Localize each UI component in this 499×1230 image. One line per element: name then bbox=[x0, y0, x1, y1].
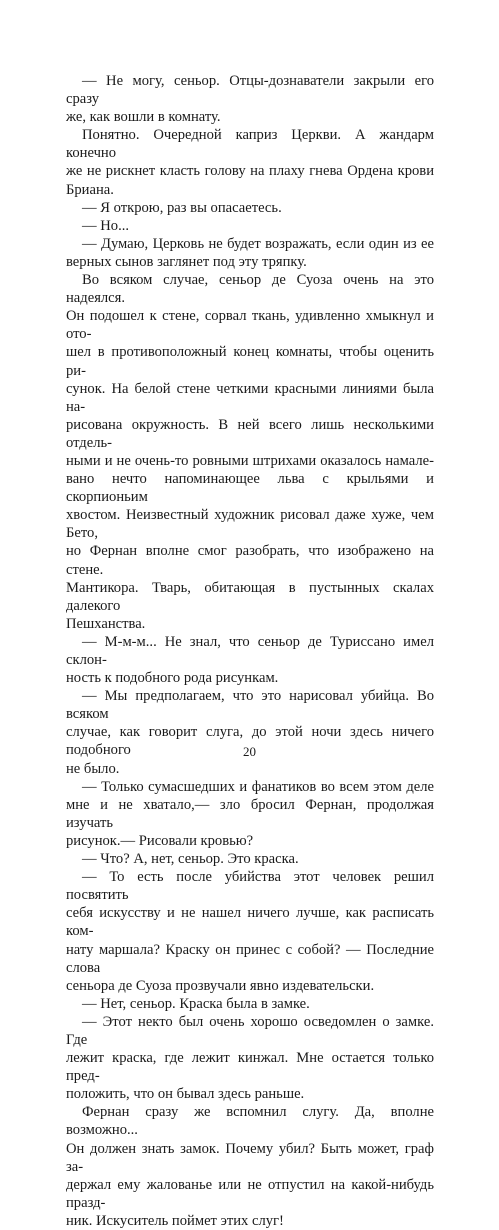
text-line: Фернан сразу же вспомнил слугу. Да, вполне возможно... bbox=[66, 1104, 434, 1139]
text-line: рисунок.— Рисовали кровью? bbox=[66, 832, 254, 849]
text-line: мне и не хватало,— зло бросил Фернан, продолжая изучать bbox=[66, 796, 434, 831]
paragraph bbox=[66, 778, 434, 850]
paragraph bbox=[66, 235, 434, 271]
text-line: — Только сумасшедших и фанатиков во всем этом деле bbox=[82, 778, 434, 795]
text-line: вано нечто напоминающее льва с крыльями и скорпионьим bbox=[66, 471, 434, 506]
text-line: хвостом. Неизвестный художник рисовал даже хуже, чем Бето, bbox=[66, 507, 434, 542]
paragraph bbox=[66, 995, 434, 1013]
text-line: же не рискнет класть голову на плаху гнева Ордена крови bbox=[66, 163, 434, 180]
text-line: лежит краска, где лежит кинжал. Мне остается только пред- bbox=[66, 1050, 434, 1085]
text-line: шел в противоположный конец комнаты, чтобы оценить ри- bbox=[66, 344, 434, 379]
text-line: Бриана. bbox=[66, 181, 114, 198]
paragraph bbox=[66, 850, 434, 868]
text-line: случае, как говорит слуга, до этой ночи здесь ничего подобного bbox=[66, 724, 434, 759]
text-line: но Фернан вполне смог разобрать, что изображено на стене. bbox=[66, 543, 434, 578]
text-line: Он подошел к стене, сорвал ткань, удивленно хмыкнул и ото- bbox=[66, 308, 434, 343]
text-line: Пешханства. bbox=[66, 615, 146, 632]
text-line: — Что? А, нет, сеньор. Это краска. bbox=[82, 851, 299, 868]
text-line: сеньора де Суоза прозвучали явно издевательски. bbox=[66, 977, 375, 994]
text-line: рисована окружность. В ней всего лишь несколькими отдель- bbox=[66, 416, 434, 451]
text-line: — Но... bbox=[82, 217, 130, 234]
text-line: нату маршала? Краску он принес с собой? — Последние слова bbox=[66, 941, 434, 976]
paragraph bbox=[66, 687, 434, 777]
text-line: положить, что он бывал здесь раньше. bbox=[66, 1086, 305, 1103]
paragraph bbox=[66, 1013, 434, 1103]
text-line: — Мы предполагаем, что это нарисовал убийца. Во всяком bbox=[66, 688, 434, 723]
paragraph bbox=[66, 72, 434, 126]
text-line: Во всяком случае, сеньор де Суоза очень на это надеялся. bbox=[66, 272, 434, 307]
paragraph bbox=[66, 271, 434, 633]
paragraph bbox=[66, 868, 434, 995]
paragraph bbox=[66, 126, 434, 198]
text-column bbox=[66, 72, 434, 1230]
text-line: — То есть после убийства этот человек решил посвятить bbox=[66, 869, 434, 904]
text-line: — М-м-м... Не знал, что сеньор де Туриссано имел склон- bbox=[66, 633, 434, 668]
text-line: Понятно. Очередной каприз Церкви. А жандарм конечно bbox=[66, 127, 434, 162]
paragraph bbox=[66, 633, 434, 687]
paragraph bbox=[66, 217, 434, 235]
text-line: же, как вошли в комнату. bbox=[66, 109, 221, 126]
text-line: ность к подобного рода рисункам. bbox=[66, 670, 279, 687]
paragraph bbox=[66, 199, 434, 217]
page-number: 20 bbox=[243, 744, 256, 759]
text-line: Мантикора. Тварь, обитающая в пустынных скалах далекого bbox=[66, 579, 434, 614]
text-line: ными и не очень-то ровными штрихами оказалось намале- bbox=[66, 452, 434, 469]
text-line: — Этот некто был очень хорошо осведомлен о замке. Где bbox=[66, 1013, 434, 1048]
text-line: не было. bbox=[66, 760, 120, 777]
text-line: верных сынов заглянет под эту тряпку. bbox=[66, 253, 307, 270]
text-line: — Не могу, сеньор. Отцы-дознаватели закрыли его сразу bbox=[66, 73, 434, 108]
text-line: себя искусству и не нашел ничего лучше, как расписать ком- bbox=[66, 905, 434, 940]
text-line: — Нет, сеньор. Краска была в замке. bbox=[82, 995, 310, 1012]
text-line: — Я открою, раз вы опасаетесь. bbox=[82, 199, 282, 216]
text-line: держал ему жалованье или не отпустил на какой-нибудь празд- bbox=[66, 1176, 434, 1211]
text-line: Он должен знать замок. Почему убил? Быть может, граф за- bbox=[66, 1140, 434, 1175]
text-line: сунок. На белой стене четкими красными линиями была на- bbox=[66, 380, 434, 415]
text-line: — Думаю, Церковь не будет возражать, если один из ее bbox=[82, 235, 434, 252]
text-line: ник. Искуситель поймет этих слуг! bbox=[66, 1212, 284, 1229]
paragraph bbox=[66, 1103, 434, 1230]
